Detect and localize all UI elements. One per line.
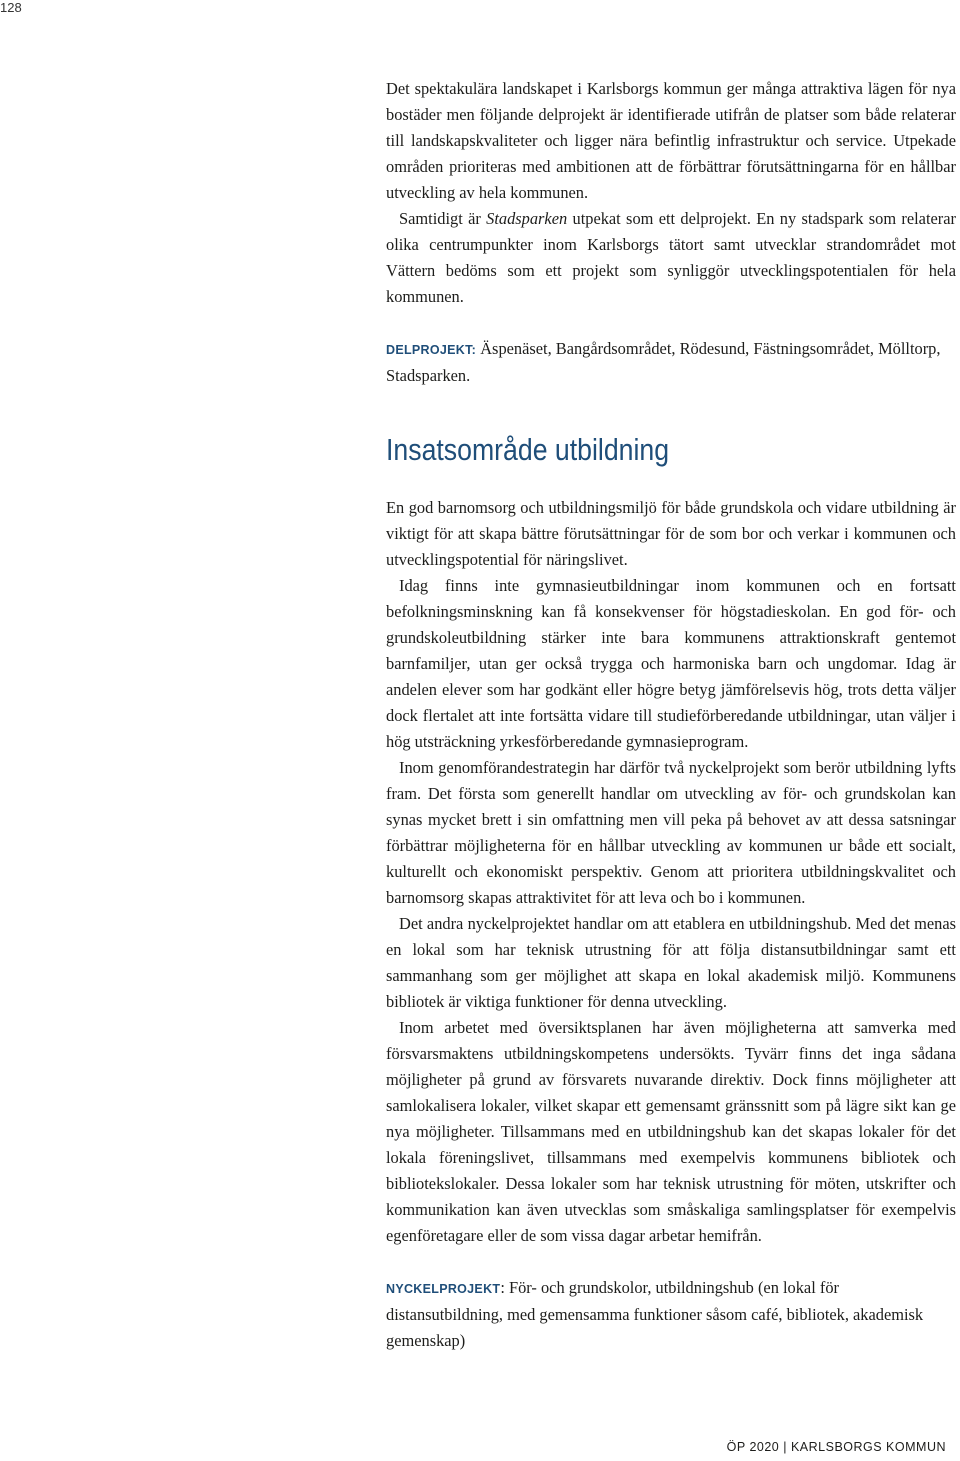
section-heading: Insatsområde utbildning (386, 432, 670, 467)
delprojekt-label: DELPROJEKT: (386, 343, 477, 357)
section-paragraph-2: Idag finns inte gymnasieutbildningar inom kommunen och en fortsatt befolkningsminskning kan få konsekvenser för högstadieskolan. En god för- och grundskoleutbildning stärker inte bara kommunens attraktionskraft gentemot barnfamiljer, utan ger också trygga och harmoniska barn och ungdomar. Idag är andelen elever som har godkänt eller högre betyg jämförelsevis hög, trots detta väljer dock flertalet att inte fortsätta vidare till studieförberedande utbildningar, utan väljer i hög utsträckning yrkesförberedande gymnasieprogram. (386, 576, 956, 751)
stadsparken-text-after: utpekat som ett delprojekt. En ny stadspark som relaterar olika centrumpunkter inom Karlsborgs tätort samt utvecklar strandområdet mot Vättern bedöms som ett projekt som synliggör utvecklingspotentialen för hela kommunen. (386, 209, 956, 306)
page-footer: ÖP 2020 | KARLSBORGS KOMMUN (726, 1440, 946, 1454)
stadsparken-italic: Stadsparken (486, 209, 568, 228)
stadsparken-paragraph (386, 206, 956, 310)
delprojekt-text: Äspenäset, Bangårdsområdet, Rödesund, Fästningsområdet, Mölltorp, Stadsparken. (386, 339, 941, 385)
section-paragraph-4: Det andra nyckelprojektet handlar om att etablera en utbildningshub. Med det menas en lokal som har teknisk utrustning för att följa distansutbildningar samt ett sammanhang som ger möjlighet att skapa en lokal akademisk miljö. Kommunens bibliotek är viktiga funktioner för denna utveckling. (386, 914, 956, 1011)
nyckelprojekt-label: NYCKELPROJEKT (386, 1282, 501, 1296)
section-paragraph-3: Inom genomförandestrategin har därför två nyckelprojekt som berör utbildning lyfts fram. Det första som generellt handlar om utveckling av för- och grundskolan kan synas mycket brett i sin omfattning men vill peka på behovet av att dessa satsningar förbättrar möjligheterna för en hållbar utveckling av kommunen ur både ett socialt, kulturellt och ekonomiskt perspektiv. Genom att prioritera utbildningskvalitet och barnomsorg skapas attraktivitet för att leva och bo i kommunen. (386, 758, 956, 907)
page-number: 128 (0, 0, 22, 15)
section-paragraph-1: En god barnomsorg och utbildningsmiljö för både grundskola och vidare utbildning är viktigt för att skapa bättre förutsättningar för de som bor och verkar i kommunen och utvecklingspotential för näringslivet. (386, 498, 956, 569)
delprojekt-paragraph (386, 336, 956, 389)
nyckelprojekt-paragraph (386, 1275, 956, 1354)
section-paragraph-5: Inom arbetet med översiktsplanen har även möjligheterna att samverka med försvarsmaktens utbildningskompetens undersökts. Tyvärr finns det inga sådana möjligheter på grund av försvarets nuvarande direktiv. Dock finns möjligheter att samlokalisera lokaler, vilket skapar ett gemensamt gränssnitt som på lägre sikt kan ge nya möjligheter. Tillsammans med en utbildningshub kan det skapas lokaler för det lokala föreningslivet, tillsammans med exempelvis kommunens bibliotek och bibliotekslokaler. Dessa lokaler som har teknisk utrustning för möten, utskrifter och kommunikation kan även utvecklas som småskaliga samlingsplatser för exempelvis egenföretagare eller de som vissa dagar arbetar hemifrån. (386, 1018, 956, 1245)
nyckelprojekt-text: : För- och grundskolor, utbildningshub (en lokal för distansutbildning, med gemensamma funktioner såsom café, bibliotek, akademisk gemenskap) (386, 1278, 924, 1350)
stadsparken-text-before: Samtidigt är (399, 209, 487, 228)
text-column (386, 76, 956, 1354)
intro-paragraph: Det spektakulära landskapet i Karlsborgs kommun ger många attraktiva lägen för nya bostäder men följande delprojekt är identifierade utifrån de platser som både relaterar till landskapskvaliteter och ligger nära befintlig infrastruktur och service. Utpekade områden prioriteras med ambitionen att de förbättrar förutsättningarna för en hållbar utveckling av hela kommunen. (386, 79, 956, 202)
